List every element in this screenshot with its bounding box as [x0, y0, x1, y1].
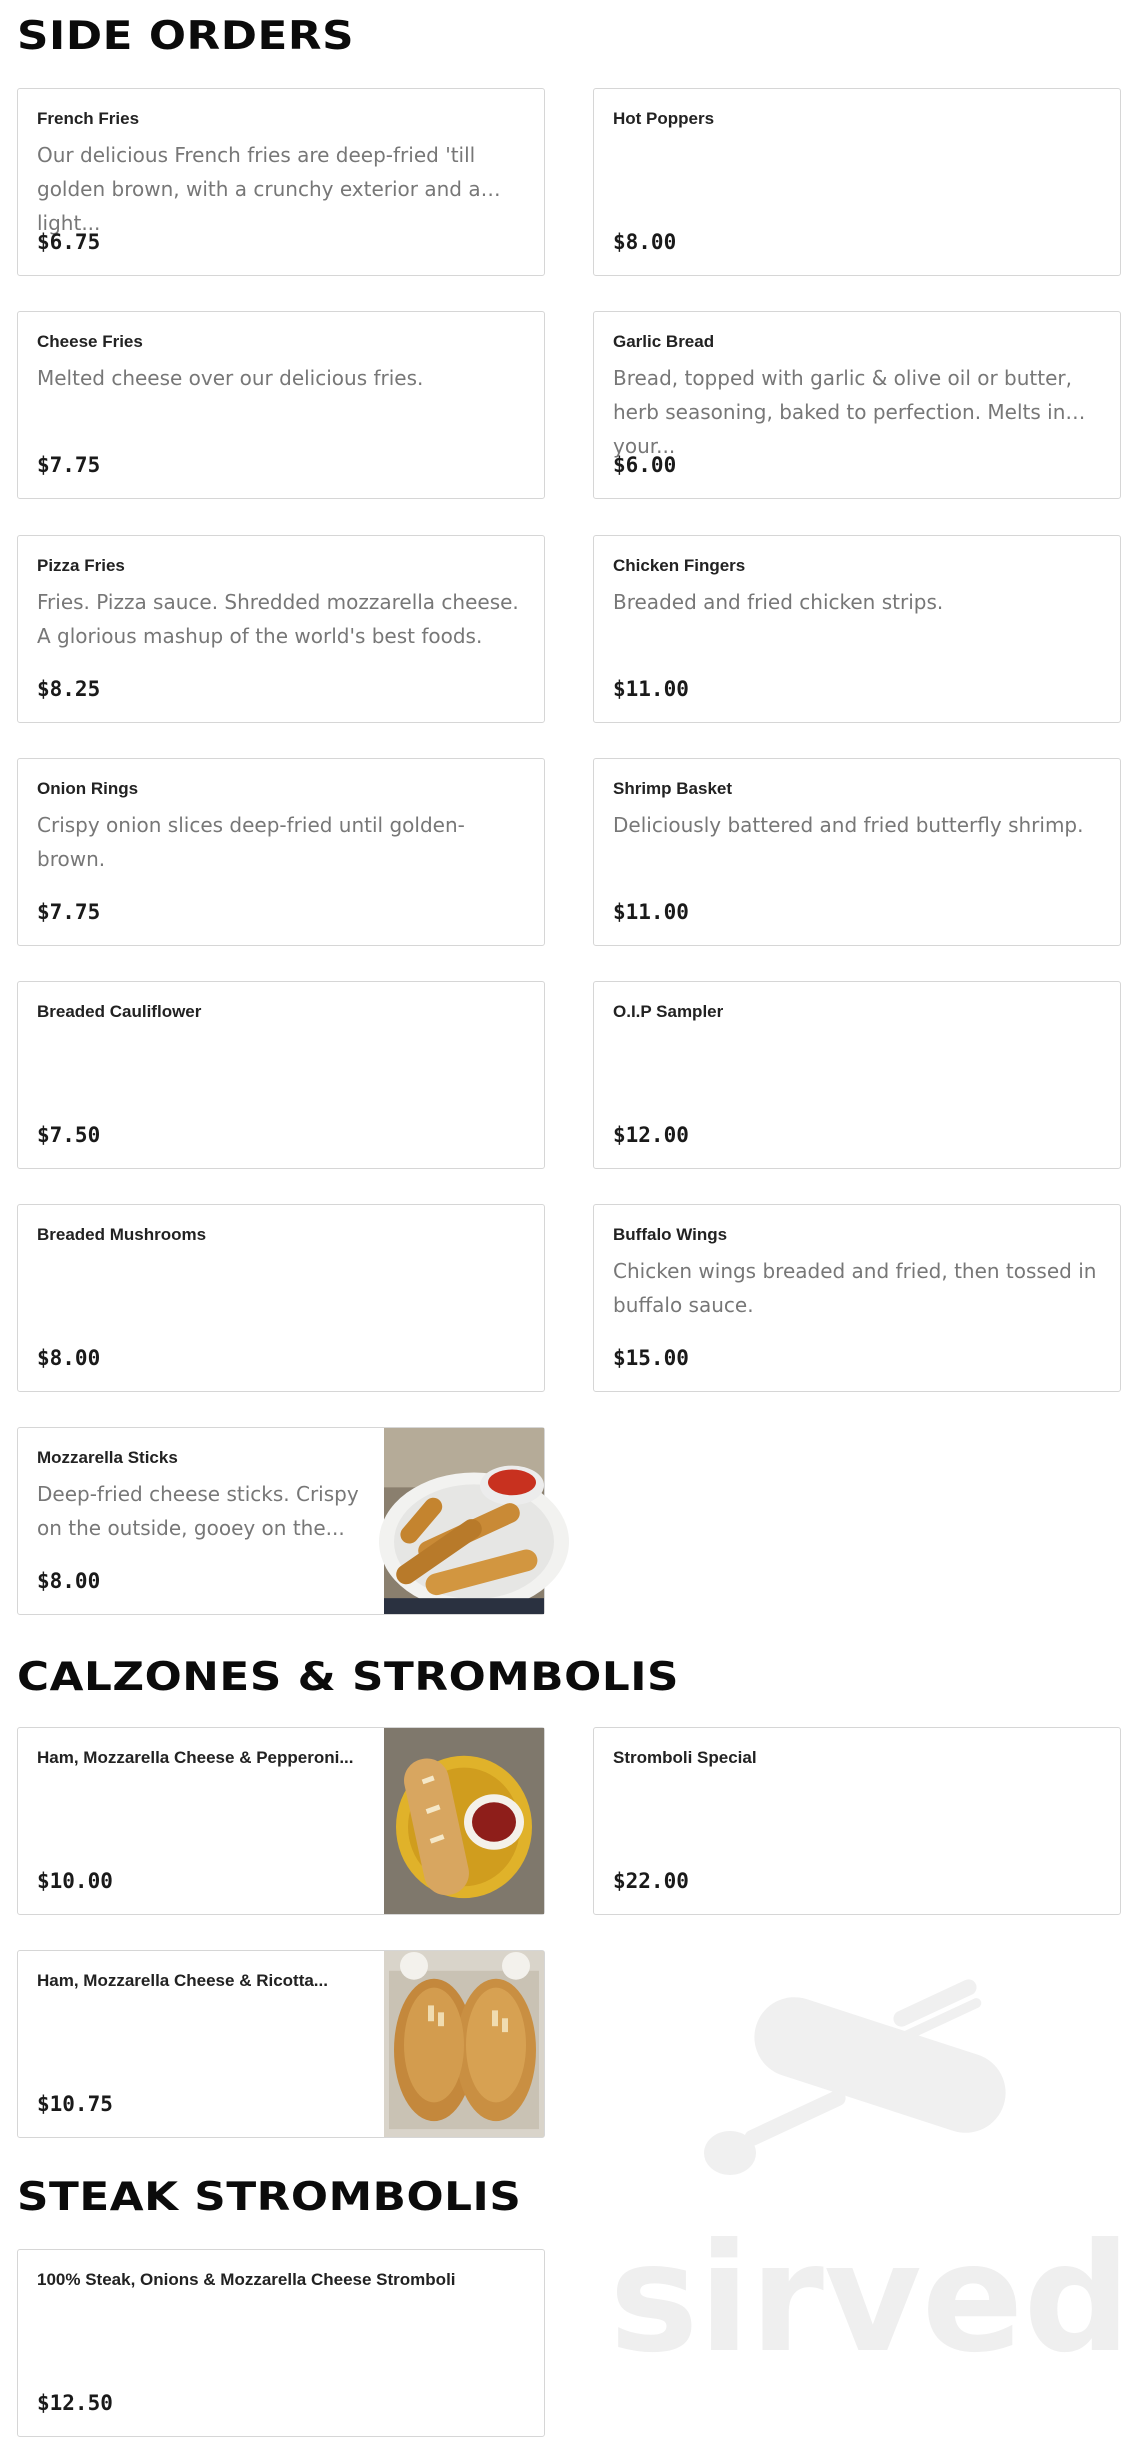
item-name: Cheese Fries — [37, 332, 143, 351]
item-description: Melted cheese over our delicious fries. — [37, 366, 424, 391]
item-name: Ham, Mozzarella Cheese & Pepperoni... — [37, 1748, 354, 1767]
item-description: Bread, topped with garlic & olive oil or butter, herb seasoning, baked to perfection. Melts in your... — [613, 366, 1072, 459]
item-price: $12.50 — [37, 2391, 113, 2415]
item-description: Our delicious French fries are deep-fried 'till golden brown, with a crunchy exterior and a light... — [37, 143, 481, 236]
menu-item-breaded-mushrooms[interactable] — [17, 1204, 545, 1392]
item-name: Mozzarella Sticks — [37, 1448, 178, 1467]
menu-item-pizza-fries[interactable] — [17, 535, 545, 723]
item-name: Hot Poppers — [613, 109, 715, 128]
menu-item-ham-mozzarella-pepperoni[interactable] — [17, 1727, 545, 1915]
item-description: Chicken wings breaded and fried, then tossed in buffalo sauce. — [613, 1259, 1097, 1318]
item-price: $8.00 — [37, 1346, 101, 1370]
item-description: Crispy onion slices deep-fried until golden-brown. — [37, 813, 465, 872]
item-price: $7.75 — [37, 453, 101, 477]
menu-item-garlic-bread[interactable] — [593, 311, 1121, 499]
menu-item-shrimp-basket[interactable] — [593, 758, 1121, 946]
item-price: $7.50 — [37, 1123, 101, 1147]
item-name: Ham, Mozzarella Cheese & Ricotta... — [37, 1971, 328, 1990]
item-price: $10.00 — [37, 1869, 113, 1893]
sirved-watermark — [609, 1985, 1131, 2386]
menu-item-hot-poppers[interactable] — [593, 88, 1121, 276]
sirved-logo-icon — [609, 1985, 1131, 2386]
menu-item-buffalo-wings[interactable] — [593, 1204, 1121, 1392]
item-description: Fries. Pizza sauce. Shredded mozzarella cheese. A glorious mashup of the world's best foods. — [37, 590, 519, 649]
menu-item-ham-mozzarella-ricotta[interactable] — [17, 1950, 545, 2138]
item-name: Buffalo Wings — [613, 1225, 728, 1244]
menu-item-mozzarella-sticks[interactable] — [17, 1427, 545, 1615]
item-price: $6.00 — [613, 453, 677, 477]
item-price: $11.00 — [613, 900, 689, 924]
section-title-side-orders: SIDE ORDERS — [17, 14, 355, 59]
menu-item-cheese-fries[interactable] — [17, 311, 545, 499]
item-name: Chicken Fingers — [613, 556, 746, 575]
menu-item-french-fries[interactable] — [17, 88, 545, 276]
menu-item-oip-sampler[interactable] — [593, 981, 1121, 1169]
menu-item-steak-onions-mozzarella-stromboli[interactable] — [17, 2249, 545, 2437]
stromboli-photo[interactable] — [384, 1728, 544, 1914]
item-name: French Fries — [37, 109, 140, 128]
item-description: Deliciously battered and fried butterfly shrimp. — [613, 813, 1084, 838]
mozzarella-sticks-photo[interactable] — [384, 1428, 544, 1614]
item-price: $10.75 — [37, 2092, 113, 2116]
item-price: $6.75 — [37, 230, 101, 254]
menu-item-stromboli-special[interactable] — [593, 1727, 1121, 1915]
item-name: Breaded Cauliflower — [37, 1002, 202, 1021]
item-price: $8.00 — [37, 1569, 101, 1593]
watermark-text: sirved — [609, 2212, 1131, 2386]
item-description: Breaded and fried chicken strips. — [613, 590, 944, 615]
item-price: $7.75 — [37, 900, 101, 924]
item-name: 100% Steak, Onions & Mozzarella Cheese Stromboli — [37, 2270, 456, 2289]
section-title-steak-strombolis: STEAK STROMBOLIS — [17, 2175, 522, 2220]
item-description: Deep-fried cheese sticks. Crispy on the outside, gooey on the... — [37, 1482, 359, 1541]
item-name: Garlic Bread — [613, 332, 715, 351]
item-name: O.I.P Sampler — [613, 1002, 724, 1021]
item-price: $22.00 — [613, 1869, 689, 1893]
calzone-photo[interactable] — [384, 1951, 544, 2137]
item-name: Shrimp Basket — [613, 779, 733, 798]
item-name: Onion Rings — [37, 779, 139, 798]
menu-item-breaded-cauliflower[interactable] — [17, 981, 545, 1169]
item-price: $12.00 — [613, 1123, 689, 1147]
item-name: Breaded Mushrooms — [37, 1225, 207, 1244]
item-price: $8.00 — [613, 230, 677, 254]
section-title-calzones-strombolis: CALZONES & STROMBOLIS — [17, 1655, 680, 1700]
item-price: $11.00 — [613, 677, 689, 701]
item-name: Pizza Fries — [37, 556, 125, 575]
item-price: $15.00 — [613, 1346, 689, 1370]
item-price: $8.25 — [37, 677, 101, 701]
menu-item-onion-rings[interactable] — [17, 758, 545, 946]
item-name: Stromboli Special — [613, 1748, 757, 1767]
menu-item-chicken-fingers[interactable] — [593, 535, 1121, 723]
